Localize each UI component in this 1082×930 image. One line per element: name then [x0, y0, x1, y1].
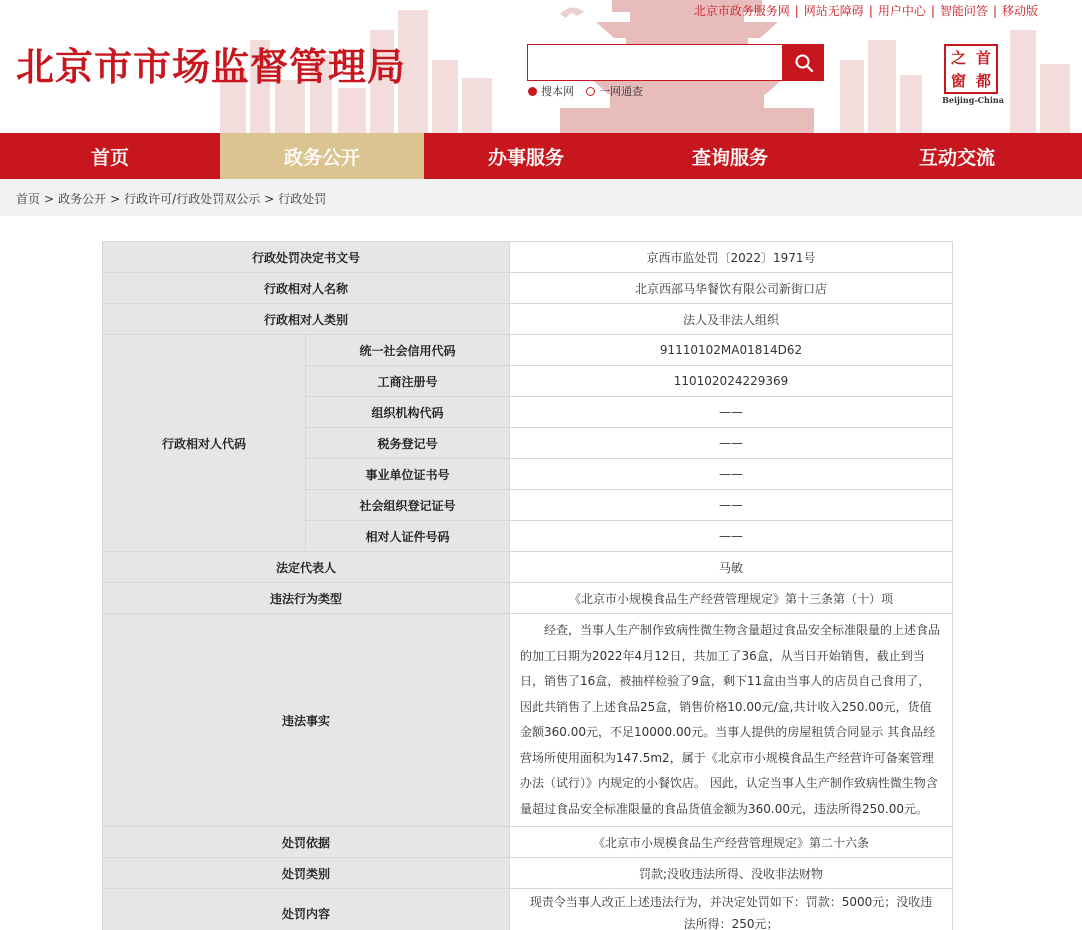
penalty-content-label: 处罚内容: [103, 889, 510, 930]
institution-cert-label: 事业单位证书号: [306, 459, 510, 490]
credit-code-value: 91110102MA01814D62: [510, 335, 953, 366]
party-type-value: 法人及非法人组织: [510, 304, 953, 335]
scope-this-site[interactable]: [528, 83, 574, 99]
nav-query[interactable]: 查询服务: [691, 146, 768, 169]
top-link-gov-service[interactable]: 北京市政务服务网: [693, 4, 790, 18]
penalty-detail-table: [102, 241, 953, 930]
tax-reg-no-value: ——: [510, 428, 953, 459]
search-scope-options: [528, 83, 655, 99]
breadcrumb-gov-affairs[interactable]: 政务公开: [58, 192, 107, 206]
penalty-basis-value: 《北京市小规模食品生产经营管理规定》第二十六条: [510, 827, 953, 858]
social-org-reg-value: ——: [510, 490, 953, 521]
scope-one-network[interactable]: [586, 83, 643, 99]
doc-no-label: 行政处罚决定书文号: [103, 242, 510, 273]
breadcrumb-penalty[interactable]: 行政处罚: [278, 192, 327, 206]
breadcrumb-separator: >: [110, 192, 121, 206]
logo-char: 都: [975, 72, 991, 90]
table-row: [103, 273, 953, 304]
site-title: 北京市市场监督管理局: [16, 45, 407, 89]
table-row: [103, 889, 953, 930]
penalty-content-value: 现责令当事人改正上述违法行为，并决定处罚如下：罚款：5000元；没收违法所得：250元；: [510, 889, 953, 930]
party-code-group-label: 行政相对人代码: [103, 335, 306, 552]
org-code-value: ——: [510, 397, 953, 428]
legal-rep-label: 法定代表人: [103, 552, 510, 583]
radio-unselected-icon: [586, 87, 595, 96]
penalty-category-label: 处罚类别: [103, 858, 510, 889]
top-link-separator: |: [868, 4, 873, 18]
id-no-value: ——: [510, 521, 953, 552]
site-header: [0, 0, 1082, 133]
breadcrumb-bar: [0, 179, 1082, 216]
nav-services[interactable]: 办事服务: [487, 146, 564, 169]
institution-cert-value: ——: [510, 459, 953, 490]
main-nav: [0, 133, 1082, 179]
violation-type-label: 违法行为类型: [103, 583, 510, 614]
search-icon: [794, 53, 814, 73]
breadcrumb-dual-disclosure[interactable]: 行政许可/行政处罚双公示: [124, 192, 261, 206]
violation-facts-value: 经查，当事人生产制作致病性微生物含量超过食品安全标准限量的上述食品的加工日期为2022年4月12日，共加工了36盒，从当日开始销售，截止到当日，销售了16盒，被抽样检验了9盒，剩下11盒由当事人的店员自己食用了，因此共销售了上述食品25盒，销售价格10.00元/盒,共计收入250.00元，货值金额360.00元，不足10000.00元。当事人提供的房屋租赁合同显示 其食品经营场所使用面积为147.5m2，属于《北京市小规模食品生产经营许可备案管理办法（试行）》内规定的小餐饮店。 因此，认定当事人生产制作致病性微生物含量超过食品安全标准限量的食品货值金额为360.00元，违法所得250.00元。: [520, 623, 941, 816]
logo-caption: Beijing-China: [942, 95, 1004, 105]
top-link-accessibility[interactable]: 网站无障碍: [803, 4, 864, 18]
org-code-label: 组织机构代码: [306, 397, 510, 428]
party-type-label: 行政相对人类别: [103, 304, 510, 335]
top-link-user-center[interactable]: 用户中心: [877, 4, 926, 18]
top-links-bar: [694, 2, 1038, 19]
table-row: [103, 614, 953, 827]
penalty-basis-label: 处罚依据: [103, 827, 510, 858]
radio-selected-icon: [528, 87, 537, 96]
capital-window-logo[interactable]: [944, 44, 998, 94]
social-org-reg-label: 社会组织登记证号: [306, 490, 510, 521]
doc-no-value: 京西市监处罚〔2022〕1971号: [510, 242, 953, 273]
logo-char: 之: [950, 49, 966, 67]
violation-facts-label: 违法事实: [103, 614, 510, 827]
breadcrumb-separator: >: [44, 192, 55, 206]
scope-this-site-label: 搜本网: [541, 85, 574, 98]
breadcrumb: [16, 190, 326, 207]
id-no-label: 相对人证件号码: [306, 521, 510, 552]
top-link-separator: |: [794, 4, 799, 18]
party-name-value: 北京西部马华餐饮有限公司新街口店: [510, 273, 953, 304]
top-link-mobile[interactable]: 移动版: [1001, 4, 1038, 18]
top-link-smart-qa[interactable]: 智能问答: [939, 4, 988, 18]
violation-type-value: 《北京市小规模食品生产经营管理规定》第十三条第（十）项: [510, 583, 953, 614]
table-row: [103, 827, 953, 858]
tax-reg-no-label: 税务登记号: [306, 428, 510, 459]
search-button[interactable]: [783, 44, 824, 81]
breadcrumb-separator: >: [264, 192, 275, 206]
penalty-category-value: 罚款;没收违法所得、没收非法财物: [510, 858, 953, 889]
table-row: [103, 552, 953, 583]
nav-interaction[interactable]: 互动交流: [918, 146, 995, 169]
business-reg-no-value: 110102024229369: [510, 366, 953, 397]
top-link-separator: |: [992, 4, 997, 18]
scope-one-network-label: 一网通查: [599, 85, 643, 98]
table-row: [103, 304, 953, 335]
nav-home[interactable]: 首页: [90, 146, 129, 169]
table-row: [103, 858, 953, 889]
business-reg-no-label: 工商注册号: [306, 366, 510, 397]
legal-rep-value: 马敏: [510, 552, 953, 583]
table-row: [103, 335, 953, 366]
logo-char: 窗: [950, 72, 966, 90]
violation-facts-cell: [510, 614, 953, 827]
table-row: [103, 583, 953, 614]
top-link-separator: |: [930, 4, 935, 18]
search-box: [527, 44, 783, 81]
credit-code-label: 统一社会信用代码: [306, 335, 510, 366]
nav-gov-affairs[interactable]: 政务公开: [220, 133, 424, 179]
party-name-label: 行政相对人名称: [103, 273, 510, 304]
logo-char: 首: [975, 49, 991, 67]
table-row: [103, 242, 953, 273]
breadcrumb-home[interactable]: 首页: [16, 192, 41, 206]
search-input[interactable]: [528, 45, 782, 80]
